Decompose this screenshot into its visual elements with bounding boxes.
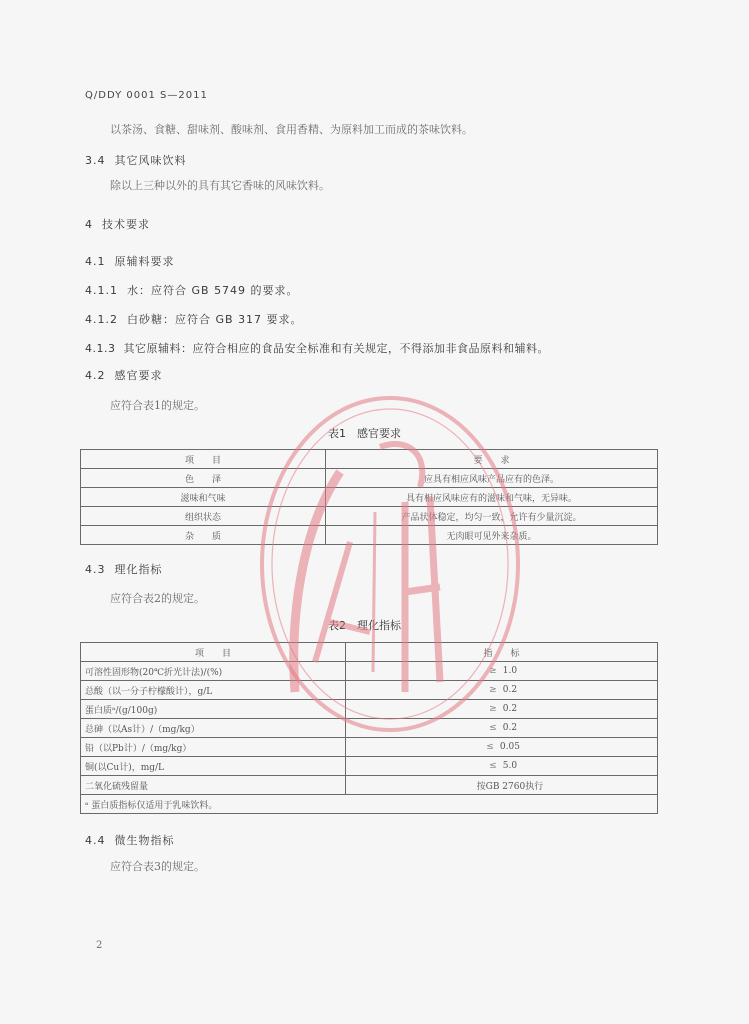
- table-cell-value: [346, 662, 658, 681]
- table-row: [81, 488, 658, 507]
- paragraph-other-drink: 除以上三种以外的具有其它香味的风味饮料。: [110, 179, 330, 192]
- section-text: 其它原辅料：应符合相应的食品安全标准和有关规定，不得添加非食品原料和辅料。: [123, 342, 549, 355]
- section-number: 4.2: [85, 369, 106, 382]
- table-row: [81, 757, 658, 776]
- table-cell-value: [346, 700, 658, 719]
- section-text: 水：应符合 GB 5749 的要求。: [127, 284, 299, 297]
- table-row: [81, 738, 658, 757]
- standard-code: Q/DDY 0001 S—2011: [85, 90, 208, 101]
- comparator: ≤: [489, 761, 497, 771]
- section-4-heading: [85, 216, 150, 232]
- table-row: [81, 681, 658, 700]
- value: 0.2: [502, 723, 518, 733]
- table-cell-item: 二氧化硫残留量: [81, 776, 346, 795]
- table-cell-item: 组织状态: [81, 507, 326, 526]
- column-header: 项 目: [81, 643, 346, 662]
- table-cell-item: 铜(以Cu计)，mg/L: [81, 757, 346, 776]
- section-title: 感官要求: [114, 369, 163, 382]
- section-4-1-2: [85, 311, 303, 327]
- table-cell-value: [346, 776, 658, 795]
- table-cell-item: 铅（以Pb计）/（mg/kg）: [81, 738, 346, 757]
- section-number: 4.4: [85, 834, 106, 847]
- comparator: ≤: [486, 742, 494, 752]
- table-cell-item: 杂 质: [81, 526, 326, 545]
- section-4-1-1: [85, 282, 299, 298]
- table-cell-item: 可溶性固形物(20℃折光计法)/(%): [81, 662, 346, 681]
- table-cell-item: 色 泽: [81, 469, 326, 488]
- comparator: ≥: [489, 666, 497, 676]
- section-number: 4.1: [85, 255, 106, 268]
- table-row: [81, 469, 658, 488]
- table-cell-item: 总酸（以一分子柠檬酸计），g/L: [81, 681, 346, 700]
- column-header: 项 目: [81, 450, 326, 469]
- value: 0.05: [499, 742, 520, 752]
- table-cell-requirement: 无肉眼可见外来杂质。: [326, 526, 658, 545]
- section-title: 原辅料要求: [114, 255, 175, 268]
- comparator: ≥: [489, 704, 497, 714]
- section-4-4-heading: [85, 832, 175, 848]
- section-title: 理化指标: [114, 563, 163, 576]
- paragraph-table3-ref: 应符合表3的规定。: [110, 860, 205, 873]
- section-title: 微生物指标: [114, 834, 175, 847]
- section-4-1-3: [85, 340, 549, 356]
- table1-caption: 表1 感官要求: [328, 427, 401, 440]
- table-row: [81, 526, 658, 545]
- table-row: [81, 662, 658, 681]
- section-number: 4.1.1: [85, 284, 118, 297]
- comparator: ≥: [489, 685, 497, 695]
- table-cell-item: 总砷（以As计）/（mg/kg）: [81, 719, 346, 738]
- section-4-1-heading: [85, 253, 175, 269]
- paragraph-table2-ref: 应符合表2的规定。: [110, 592, 205, 605]
- table-header-row: [81, 450, 658, 469]
- column-header: 指 标: [346, 643, 658, 662]
- section-number: 3.4: [85, 154, 106, 167]
- section-number: 4.1.3: [85, 342, 116, 355]
- table2-caption: 表2 理化指标: [328, 619, 401, 632]
- table-footnote: ᵃ 蛋白质指标仅适用于乳味饮料。: [81, 795, 658, 814]
- table-footnote-row: [81, 795, 658, 814]
- value: 0.2: [502, 685, 518, 695]
- table-cell-requirement: 具有相应风味应有的滋味和气味，无异味。: [326, 488, 658, 507]
- table-header-row: [81, 643, 658, 662]
- section-title: 技术要求: [102, 218, 150, 231]
- section-number: 4.1.2: [85, 313, 118, 326]
- table-cell-item: 蛋白质ᵃ/(g/100g): [81, 700, 346, 719]
- section-4-2-heading: [85, 367, 163, 383]
- table-row: [81, 719, 658, 738]
- physicochemical-table: [80, 642, 658, 814]
- sensory-requirements-table: [80, 449, 658, 545]
- table-cell-requirement: 产品状体稳定，均匀一致，允许有少量沉淀。: [326, 507, 658, 526]
- table-cell-item: 滋味和气味: [81, 488, 326, 507]
- table-cell-value: [346, 757, 658, 776]
- table-row: [81, 776, 658, 795]
- paragraph-table1-ref: 应符合表1的规定。: [110, 399, 205, 412]
- comparator: ≤: [489, 723, 497, 733]
- table-cell-value: [346, 681, 658, 700]
- section-3-4-heading: [85, 152, 187, 168]
- value: 1.0: [502, 666, 518, 676]
- table-cell-requirement: 应具有相应风味产品应有的色泽。: [326, 469, 658, 488]
- value: 0.2: [502, 704, 518, 714]
- value: 5.0: [502, 761, 518, 771]
- table-cell-value: [346, 738, 658, 757]
- table-row: [81, 700, 658, 719]
- value: 按GB 2760执行: [476, 781, 544, 792]
- section-number: 4.3: [85, 563, 106, 576]
- column-header: 要 求: [326, 450, 658, 469]
- paragraph-tea-drink: 以茶汤、食糖、甜味剂、酸味剂、食用香精、为原料加工而成的茶味饮料。: [110, 123, 473, 136]
- section-title: 其它风味饮料: [114, 154, 187, 167]
- page-number: 2: [96, 940, 103, 951]
- table-cell-value: [346, 719, 658, 738]
- section-4-3-heading: [85, 561, 163, 577]
- section-text: 白砂糖：应符合 GB 317 要求。: [127, 313, 303, 326]
- section-number: 4: [85, 218, 93, 231]
- table-row: [81, 507, 658, 526]
